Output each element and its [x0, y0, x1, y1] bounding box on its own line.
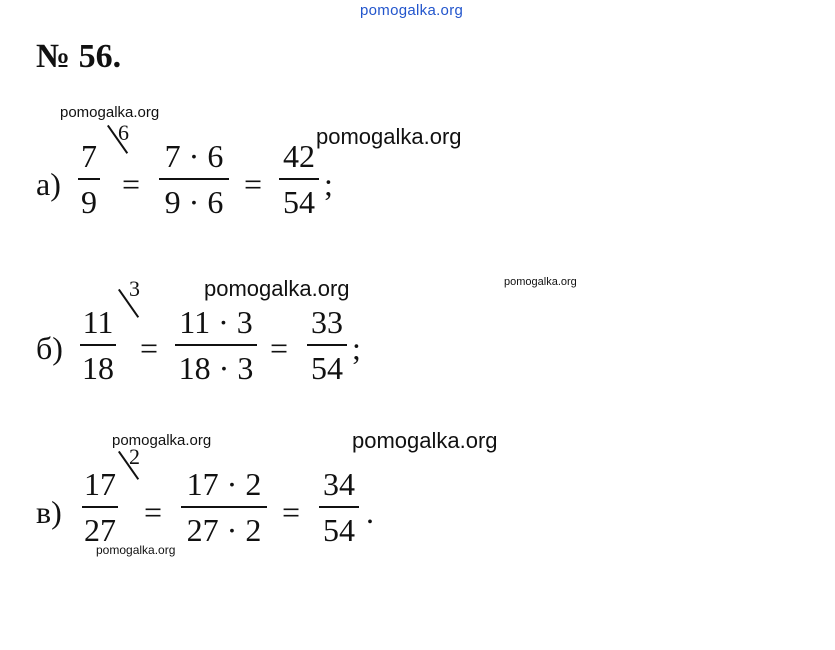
watermark-top: pomogalka.org	[360, 2, 464, 19]
problem-label: а)	[36, 166, 61, 202]
fraction-result	[318, 468, 360, 546]
numerator: 42	[283, 138, 315, 174]
fraction-bar	[319, 506, 359, 508]
watermark: pomogalka.org	[204, 276, 350, 301]
watermark: pomogalka.org	[316, 124, 462, 149]
fraction-bar	[78, 178, 100, 180]
denominator: 9	[81, 184, 97, 220]
denominator: 9 · 6	[164, 184, 224, 220]
multiplier: 6	[118, 120, 129, 145]
denominator: 18	[82, 350, 114, 386]
period: .	[366, 494, 374, 530]
denominator: 54	[323, 512, 355, 548]
fraction-bar	[307, 344, 347, 346]
fraction-original	[78, 306, 118, 384]
fraction-bar	[279, 178, 319, 180]
denominator: 54	[283, 184, 315, 220]
numerator: 7	[81, 138, 97, 174]
multiplier: 2	[129, 444, 140, 469]
fraction-bar	[181, 506, 267, 508]
fraction-bar	[159, 178, 229, 180]
numerator: 7 · 6	[164, 138, 224, 174]
fraction-bar	[80, 344, 116, 346]
fraction-result	[306, 306, 348, 384]
equals-sign: =	[282, 494, 301, 530]
watermark: pomogalka.org	[112, 432, 212, 449]
denominator: 27 · 2	[186, 512, 262, 548]
fraction-bar	[175, 344, 257, 346]
equals-sign: =	[122, 166, 141, 202]
equals-sign: =	[244, 166, 263, 202]
watermark: pomogalka.org	[96, 543, 176, 557]
numerator: 11	[82, 304, 114, 340]
equals-sign: =	[140, 330, 159, 366]
denominator: 27	[84, 512, 116, 548]
denominator: 18 · 3	[178, 350, 254, 386]
semicolon: ;	[324, 166, 333, 202]
semicolon: ;	[352, 330, 361, 366]
watermark: pomogalka.org	[504, 276, 577, 288]
numerator: 11 · 3	[179, 304, 253, 340]
problem-label: в)	[36, 494, 62, 530]
numerator: 17 · 2	[186, 466, 262, 502]
numerator: 33	[311, 304, 343, 340]
multiplier: 3	[129, 276, 140, 301]
numerator: 34	[323, 466, 355, 502]
watermark: pomogalka.org	[60, 104, 160, 121]
watermark: pomogalka.org	[352, 428, 498, 453]
fraction-result	[278, 140, 320, 218]
fraction-original	[76, 140, 102, 218]
denominator: 54	[311, 350, 343, 386]
fraction-expanded	[180, 468, 268, 546]
fraction-expanded	[158, 140, 230, 218]
numerator: 17	[84, 466, 116, 502]
fraction-bar	[82, 506, 118, 508]
problem-label: б)	[36, 330, 63, 366]
fraction-original	[80, 468, 120, 546]
problem-number-title: № 56.	[36, 38, 122, 75]
equals-sign: =	[144, 494, 163, 530]
fraction-expanded	[174, 306, 258, 384]
equals-sign: =	[270, 330, 289, 366]
